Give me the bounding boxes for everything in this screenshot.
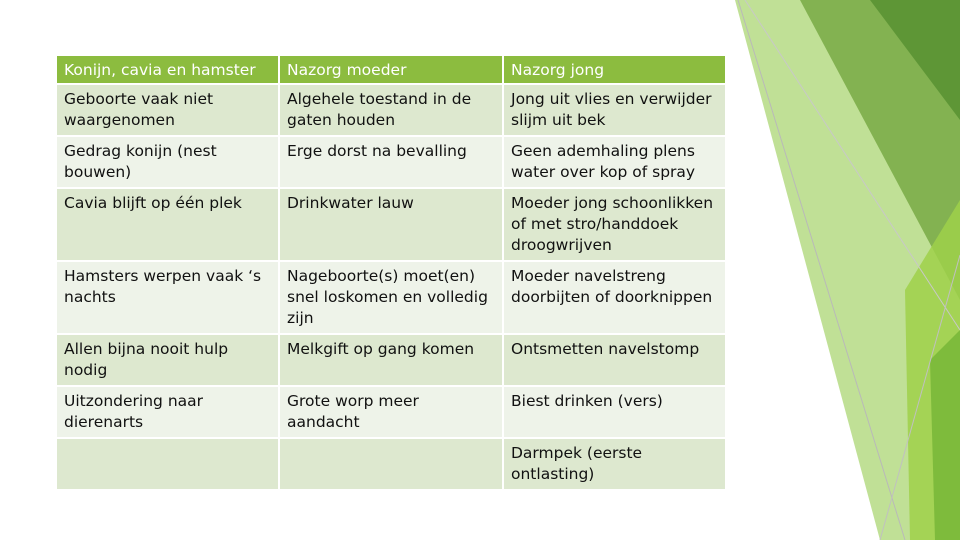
table-row [57,189,725,260]
table-cell: Biest drinken (vers) [504,387,725,437]
table-cell [280,439,502,489]
table-cell: Cavia blijft op één plek [57,189,278,260]
table-row [57,85,725,135]
table-row [57,387,725,437]
table-row [57,439,725,489]
table-cell: Allen bijna nooit hulp nodig [57,335,278,385]
header-young-care: Nazorg jong [504,56,725,83]
table-cell: Geboorte vaak niet waargenomen [57,85,278,135]
table-cell: Algehele toestand in de gaten houden [280,85,502,135]
table-header-row [57,56,725,83]
table-cell: Grote worp meer aandacht [280,387,502,437]
header-animals: Konijn, cavia en hamster [57,56,278,83]
table-row [57,137,725,187]
table-cell [57,439,278,489]
table-row [57,335,725,385]
header-mother-care: Nazorg moeder [280,56,502,83]
table-cell: Ontsmetten navelstomp [504,335,725,385]
table-cell: Erge dorst na bevalling [280,137,502,187]
table-row [57,262,725,333]
table-cell: Hamsters werpen vaak ‘s nachts [57,262,278,333]
table-cell: Gedrag konijn (nest bouwen) [57,137,278,187]
table-cell: Melkgift op gang komen [280,335,502,385]
care-table [55,54,727,491]
table-cell: Nageboorte(s) moet(en) snel loskomen en volledig zijn [280,262,502,333]
table-cell: Uitzondering naar dierenarts [57,387,278,437]
table-cell: Darmpek (eerste ontlasting) [504,439,725,489]
green-facet-5 [930,330,960,540]
table-cell: Moeder jong schoonlikken of met stro/handdoek droogwrijven [504,189,725,260]
table-cell: Jong uit vlies en verwijder slijm uit bek [504,85,725,135]
table-cell: Drinkwater lauw [280,189,502,260]
table-cell: Moeder navelstreng doorbijten of doorknippen [504,262,725,333]
table-cell: Geen ademhaling plens water over kop of spray [504,137,725,187]
